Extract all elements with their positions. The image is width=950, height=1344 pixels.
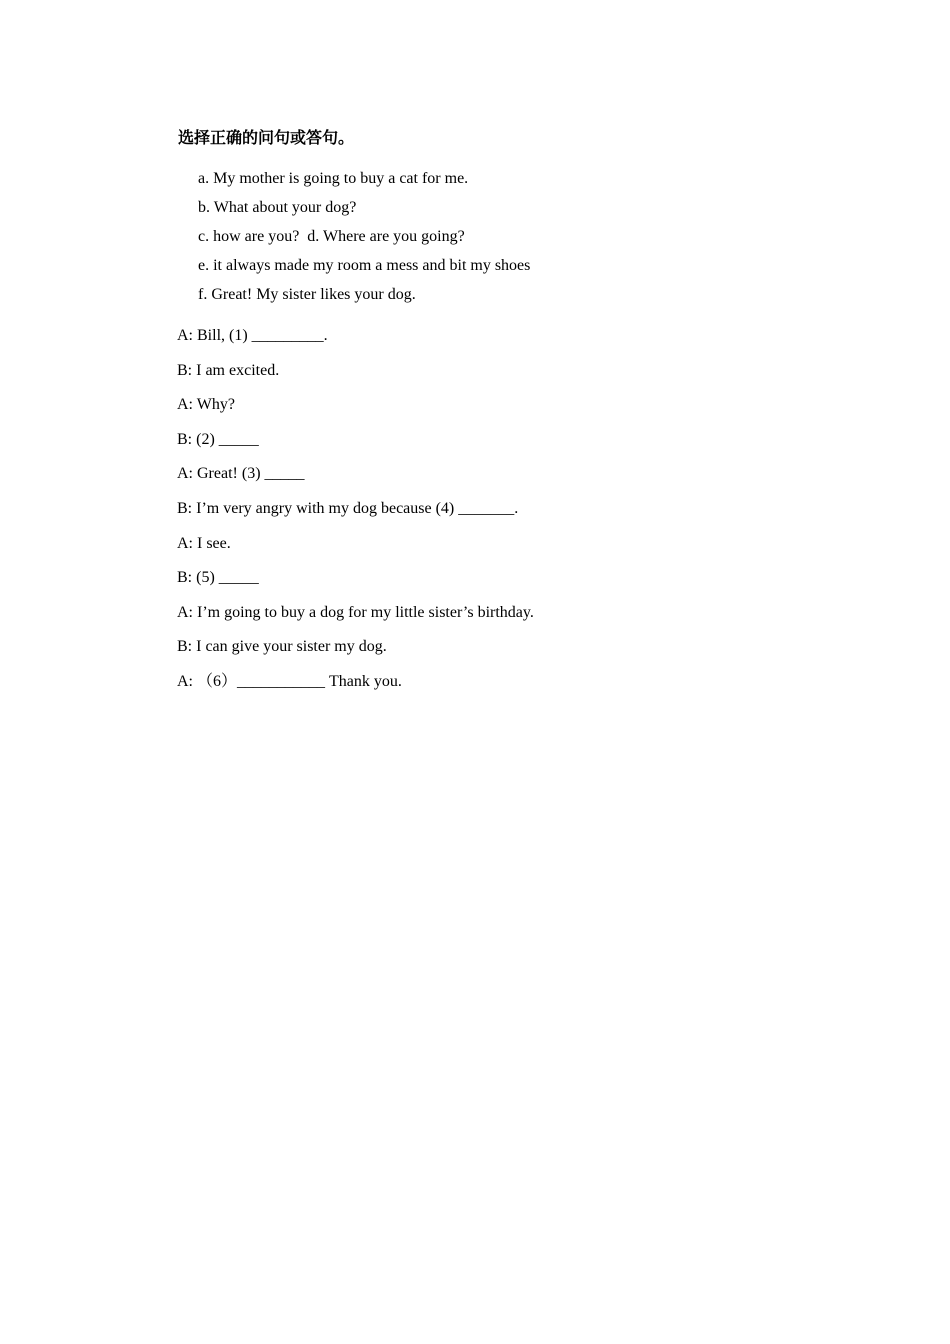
option-e: e. it always made my room a mess and bit my shoes — [198, 257, 531, 274]
option-b: b. What about your dog? — [198, 199, 357, 216]
dialogue-line: A: I’m going to buy a dog for my little sister’s birthday. — [177, 603, 534, 621]
option-f: f. Great! My sister likes your dog. — [198, 286, 416, 303]
dialogue-line: B: (2) _____ — [177, 430, 259, 448]
dialogue-line: B: I can give your sister my dog. — [177, 638, 387, 656]
dialogue-line: A: Why? — [177, 396, 235, 414]
dialogue-line: A: Bill, (1) _________. — [177, 327, 328, 344]
dialogue-line: A: Great! (3) _____ — [177, 465, 305, 483]
option-a: a. My mother is going to buy a cat for me. — [198, 170, 469, 187]
dialogue — [177, 319, 827, 700]
dialogue-line: B: I am excited. — [177, 361, 280, 379]
dialogue-line: B: I’m very angry with my dog because (4) _______. — [177, 499, 519, 517]
dialogue-line: A: （6）___________ Thank you. — [177, 672, 402, 690]
answer-options-list — [198, 164, 798, 309]
option-c-d: c. how are you? d. Where are you going? — [198, 228, 465, 245]
dialogue-line: B: (5) _____ — [177, 569, 259, 587]
dialogue-line: A: I see. — [177, 534, 231, 552]
exercise-title: 选择正确的问句或答句。 — [178, 128, 355, 147]
